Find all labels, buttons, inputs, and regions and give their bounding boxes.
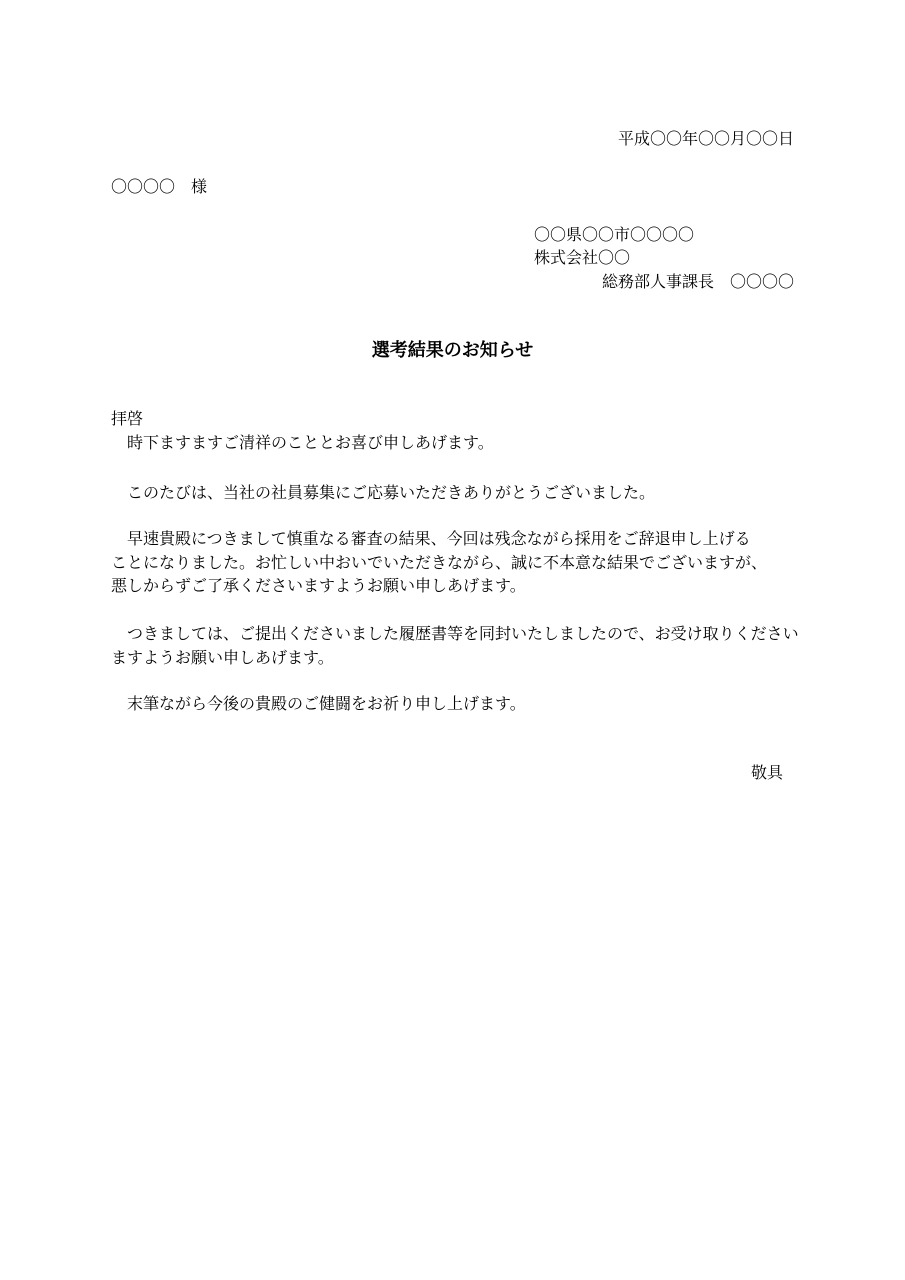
result-line: 早速貴殿につきまして慎重なる審査の結果、今回は残念ながら採用をご辞退申し上げる bbox=[111, 529, 751, 548]
sender-person: 総務部人事課長 〇〇〇〇 bbox=[601, 272, 794, 291]
result-line: 悪しからずご了承くださいますようお願い申しあげます。 bbox=[111, 576, 526, 595]
closing-paragraph: 末筆ながら今後の貴殿のご健闘をお祈り申し上げます。 bbox=[111, 694, 526, 713]
thanks-paragraph: このたびは、当社の社員募集にご応募いただきありがとうございました。 bbox=[111, 483, 656, 502]
letter-date: 平成〇〇年〇〇月〇〇日 bbox=[617, 129, 794, 148]
salutation: 拝啓 bbox=[111, 409, 144, 428]
return-line: ますようお願い申しあげます。 bbox=[111, 647, 334, 667]
letter-title: 選考結果のお知らせ bbox=[371, 340, 534, 361]
sender-address: 〇〇県〇〇市〇〇〇〇 bbox=[534, 225, 695, 244]
greeting-paragraph: 時下ますますご清祥のこととお喜び申しあげます。 bbox=[111, 433, 494, 452]
return-line: つきましては、ご提出くださいました履歴書等を同封いたしましたので、お受け取りください bbox=[111, 624, 799, 643]
result-paragraph bbox=[111, 527, 801, 598]
closing-word: 敬具 bbox=[750, 763, 783, 782]
result-line: ことになりました。お忙しい中おいでいただきながら、誠に不本意な結果でございますが、 bbox=[111, 552, 768, 572]
return-documents-paragraph bbox=[111, 622, 801, 669]
recipient-name: 〇〇〇〇 様 bbox=[111, 177, 208, 196]
sender-company: 株式会社〇〇 bbox=[534, 248, 631, 267]
